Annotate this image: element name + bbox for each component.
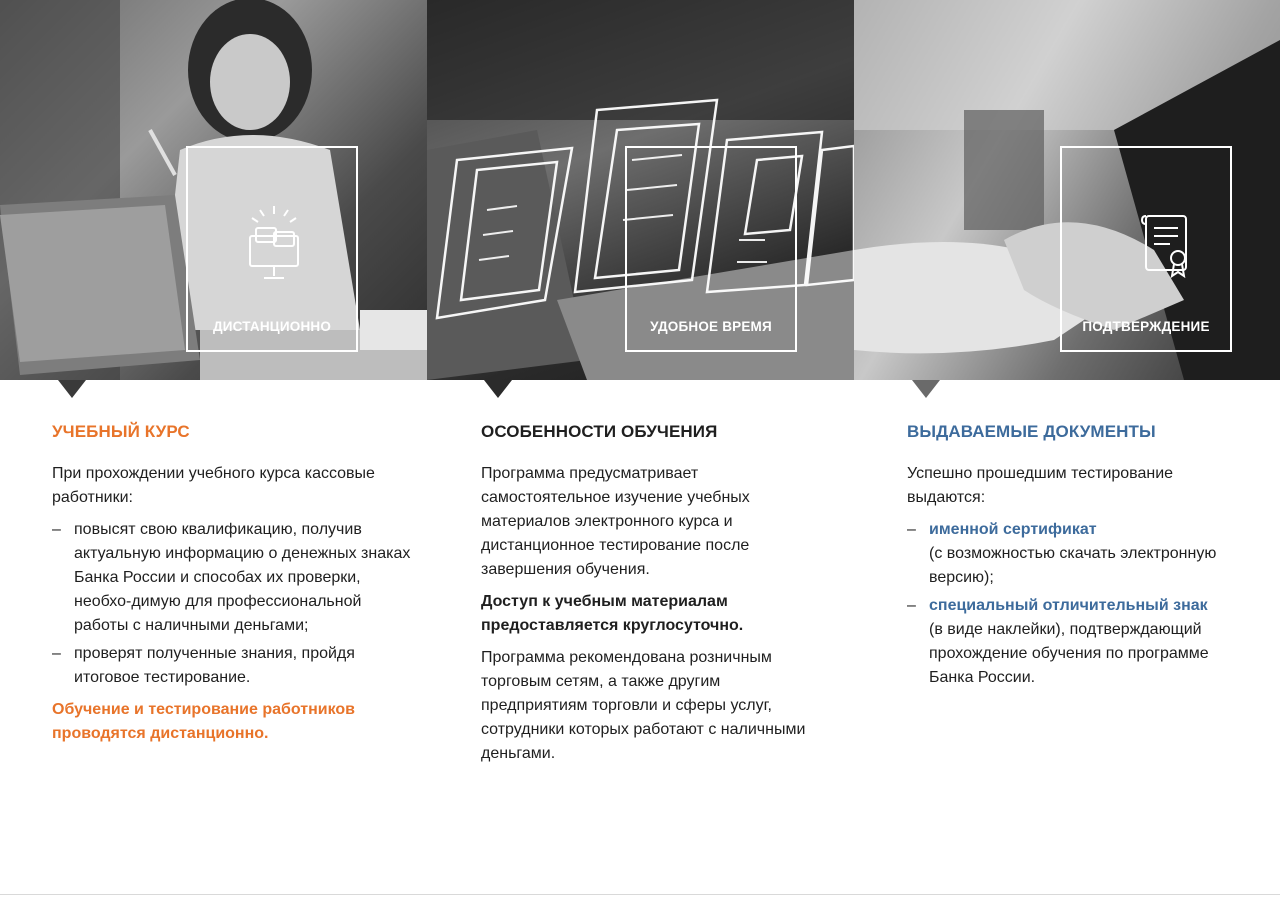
documents-intro: Успешно прошедшим тестирование выдаются: [907, 465, 1174, 506]
dash-bullet: – [907, 597, 916, 614]
list-item [52, 642, 412, 690]
panel-label-remote: ДИСТАНЦИОННО [212, 319, 332, 334]
panel-frame-remote [186, 146, 358, 352]
course-intro: При прохождении учебного курса кассовые работники: [52, 465, 375, 506]
panel-frame-time [625, 146, 797, 352]
column-features [481, 420, 811, 774]
bottom-divider [0, 894, 1280, 895]
course-list [52, 518, 412, 690]
pointer-triangle [484, 380, 512, 398]
list-item [52, 518, 412, 638]
photo-handshake [854, 0, 1280, 380]
photo-documents [427, 0, 854, 380]
list-item-text: проверят полученные знания, пройдя итоговое тестирование. [74, 645, 355, 686]
document-description: (в виде наклейки), подтверждающий прохождение обучения по программе Банка России. [929, 621, 1209, 686]
heading-course: УЧЕБНЫЙ КУРС [52, 422, 190, 441]
dash-bullet: – [52, 645, 61, 662]
features-paragraph: Программа предусматривает самостоятельное изучение учебных материалов электронного курса и дистанционное тестирование после завершения обучения. [481, 465, 750, 578]
chat-monitor-icon [246, 200, 302, 296]
documents-list [907, 518, 1252, 690]
heading-documents: ВЫДАВАЕМЫЕ ДОКУМЕНТЫ [907, 422, 1156, 441]
photo-strip [0, 0, 1280, 380]
list-item [907, 594, 1252, 690]
list-item-text: повысят свою квалификацию, получив актуальную информацию о денежных знаках Банка России и способах их проверки, необхо-димую для профессиональной работы с наличными деньгами; [74, 521, 411, 634]
features-access: Доступ к учебным материалам предоставляется круглосуточно. [481, 593, 744, 634]
pointer-triangle [58, 380, 86, 398]
document-description: (с возможностью скачать электронную версию); [929, 545, 1217, 586]
panel-label-time: УДОБНОЕ ВРЕМЯ [650, 319, 772, 334]
heading-features: ОСОБЕННОСТИ ОБУЧЕНИЯ [481, 422, 718, 441]
panel-frame-confirmation [1060, 146, 1232, 352]
document-name: специальный отличительный знак [929, 597, 1208, 614]
column-course [52, 420, 412, 754]
photo-woman-laptop [0, 0, 427, 380]
certificate-scroll-icon [1138, 210, 1198, 290]
features-recommendation: Программа рекомендована розничным торговым сетям, а также другим предприятиям торговли и сферы услуг, сотрудники которых работают с наличными деньгами. [481, 649, 806, 762]
pointer-triangle [912, 380, 940, 398]
dash-bullet: – [52, 521, 61, 538]
dash-bullet: – [907, 521, 916, 538]
list-item [907, 518, 1252, 590]
document-name: именной сертификат [929, 521, 1097, 538]
course-note: Обучение и тестирование работников проводятся дистанционно. [52, 701, 356, 742]
panel-label-confirmation: ПОДТВЕРЖДЕНИЕ [1082, 319, 1210, 334]
column-documents [907, 420, 1252, 698]
